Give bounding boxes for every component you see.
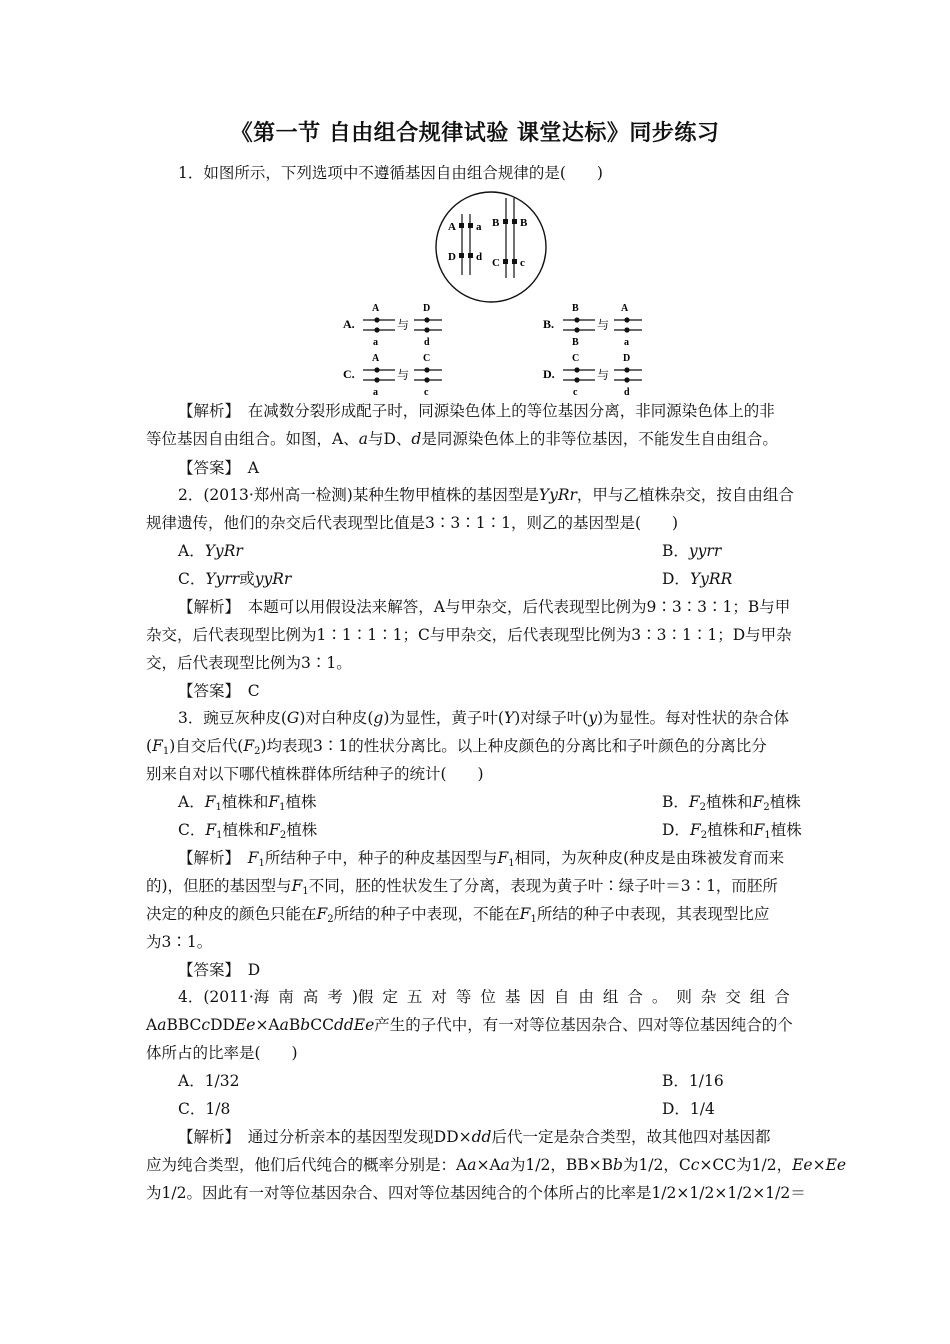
svg-text:D.: D. [543, 367, 555, 381]
cell-diagram [436, 192, 546, 302]
page-title: 《第一节 自由组合规律试验 课堂达标》同步练习 [230, 121, 720, 146]
q3-stem-cont: $(F_1)$自交后代$(F_2)$均表现3∶1的性状分离比。以上种皮颜色的分离比和子叶颜色的分离比分 [146, 737, 767, 757]
q4-analysis-cont2: 为1/2。因此有一对等位基因杂合、四对等位基因纯合的个体所占的比率是1/2×1/2×1/2×1/2＝ [146, 1184, 806, 1202]
gene-label-A: A [448, 221, 456, 233]
gene-label-c: c [520, 257, 525, 269]
q2-answer: 【答案】 C [178, 682, 260, 700]
gene-label-a: a [476, 221, 482, 233]
q3-option-b: B．$F_2$植株和$F_2$植株 [662, 793, 801, 813]
gene-label-B2: B [520, 217, 528, 229]
q3-option-c: C．$F_1$植株和$F_2$植株 [178, 821, 318, 841]
q1-stem: 1．如图所示，下列选项中不遵循基因自由组合规律的是( ) [178, 164, 603, 182]
gene-label-d: d [476, 251, 483, 263]
svg-text:B: B [572, 303, 579, 314]
svg-text:A.: A. [343, 317, 355, 331]
q2-option-b: B．yyrr [662, 542, 722, 560]
svg-text:c: c [573, 387, 578, 398]
svg-text:与: 与 [397, 368, 410, 382]
svg-text:D: D [423, 303, 431, 314]
q2-analysis: 【解析】 本题可以用假设法来解答，A与甲杂交，后代表现型比例为9∶3∶3∶1；B与甲 [178, 598, 791, 616]
svg-text:C.: C. [343, 367, 355, 381]
q1-figure [0, 190, 950, 420]
q1-option-c-diagram [343, 353, 442, 398]
q3-analysis-cont: 的)，但胚的基因型与$F_1$不同，胚的性状发生了分离，表现为黄子叶∶绿子叶＝3∶1，而胚所 [146, 877, 778, 897]
q2-option-c: C．Yyrr或yyRr [178, 570, 292, 588]
q4-analysis-cont: 应为纯合类型，他们后代纯合的概率分别是：Aa×Aa为1/2，BB×Bb为1/2，Cc×CC为1/2，Ee×Ee [146, 1156, 847, 1174]
q2-analysis-cont: 杂交，后代表现型比例为1∶1∶1∶1；C与甲杂交，后代表现型比例为3∶3∶1∶1；D与甲杂 [146, 626, 792, 644]
svg-text:与: 与 [397, 318, 410, 332]
q2-stem-cont: 规律遗传，他们的杂交后代表现型比值是3∶3∶1∶1，则乙的基因型是( ) [146, 514, 679, 532]
q4-option-b: B．1/16 [662, 1072, 724, 1090]
q3-analysis-cont2: 决定的种皮的颜色只能在$F_2$所结的种子中表现，不能在$F_1$所结的种子中表现，其表现型比应 [146, 905, 770, 925]
svg-text:d: d [624, 387, 630, 398]
svg-text:a: a [373, 387, 378, 398]
svg-text:a: a [624, 337, 629, 348]
svg-text:C: C [423, 353, 431, 364]
q2-option-d: D．YyRR [662, 570, 733, 588]
svg-text:B.: B. [543, 317, 555, 331]
answer-label: 【答案】 [178, 459, 233, 477]
q1-answer: 【答案】 A [178, 459, 259, 477]
svg-text:c: c [424, 387, 429, 398]
analysis-label: 【解析】 [178, 402, 233, 420]
svg-text:D: D [623, 353, 631, 364]
q3-stem: 3．豌豆灰种皮(G)对白种皮(g)为显性，黄子叶(Y)对绿子叶(y)为显性。每对性状的杂合体 [178, 709, 790, 727]
svg-text:B: B [572, 337, 579, 348]
svg-text:a: a [373, 337, 378, 348]
q3-answer: 【答案】 D [178, 961, 261, 979]
q1-option-a-diagram [343, 303, 442, 348]
q1-analysis: 【解析】 在减数分裂形成配子时，同源染色体上的等位基因分离，非同源染色体上的非 [178, 402, 775, 420]
gene-label-D: D [448, 251, 456, 263]
q4-option-d: D．1/4 [662, 1100, 715, 1118]
q3-analysis: 【解析】 $F_1$所结种子中，种子的种皮基因型与$F_1$相同，为灰种皮(种皮是由珠被发育而来 [178, 849, 785, 869]
q3-option-a: A．$F_1$植株和$F_1$植株 [178, 793, 317, 813]
svg-text:与: 与 [597, 318, 610, 332]
gene-label-C: C [492, 257, 500, 269]
q4-option-a: A．1/32 [178, 1072, 240, 1090]
svg-text:C: C [572, 353, 580, 364]
q2-analysis-cont2: 交，后代表现型比例为3∶1。 [146, 654, 352, 672]
q3-stem-cont2: 别来自对以下哪代植株群体所结种子的统计( ) [146, 765, 484, 783]
q4-stem-cont: AaBBCcDDEe×AaBbCCddEe产生的子代中，有一对等位基因杂合、四对等位基因纯合的个 [146, 1016, 793, 1034]
q4-stem-cont2: 体所占的比率是( ) [146, 1044, 298, 1062]
q4-stem: 4．(2011·海南高考)假定五对等位基因自由组合。则杂交组合 [178, 988, 799, 1006]
q4-option-c: C．1/8 [178, 1100, 231, 1118]
q1-analysis-cont: 等位基因自由组合。如图，A、a与D、d是同源染色体上的非等位基因，不能发生自由组合。 [146, 430, 778, 448]
q2-stem: 2．(2013·郑州高一检测)某种生物甲植株的基因型是YyRr，甲与乙植株杂交，按自由组合 [178, 486, 794, 504]
svg-text:A: A [372, 353, 380, 364]
q3-option-d: D．$F_2$植株和$F_1$植株 [662, 821, 802, 841]
svg-text:d: d [424, 337, 430, 348]
q2-option-a: A．YyRr [178, 542, 243, 560]
q1-option-b-diagram [543, 303, 642, 348]
gene-label-B: B [492, 217, 500, 229]
q3-analysis-cont3: 为3∶1。 [146, 933, 213, 951]
svg-text:A: A [621, 303, 629, 314]
svg-text:与: 与 [597, 368, 610, 382]
q4-analysis: 【解析】 通过分析亲本的基因型发现DD×dd后代一定是杂合类型，故其他四对基因都 [178, 1128, 771, 1146]
svg-text:A: A [372, 303, 380, 314]
q1-option-d-diagram [543, 353, 642, 398]
